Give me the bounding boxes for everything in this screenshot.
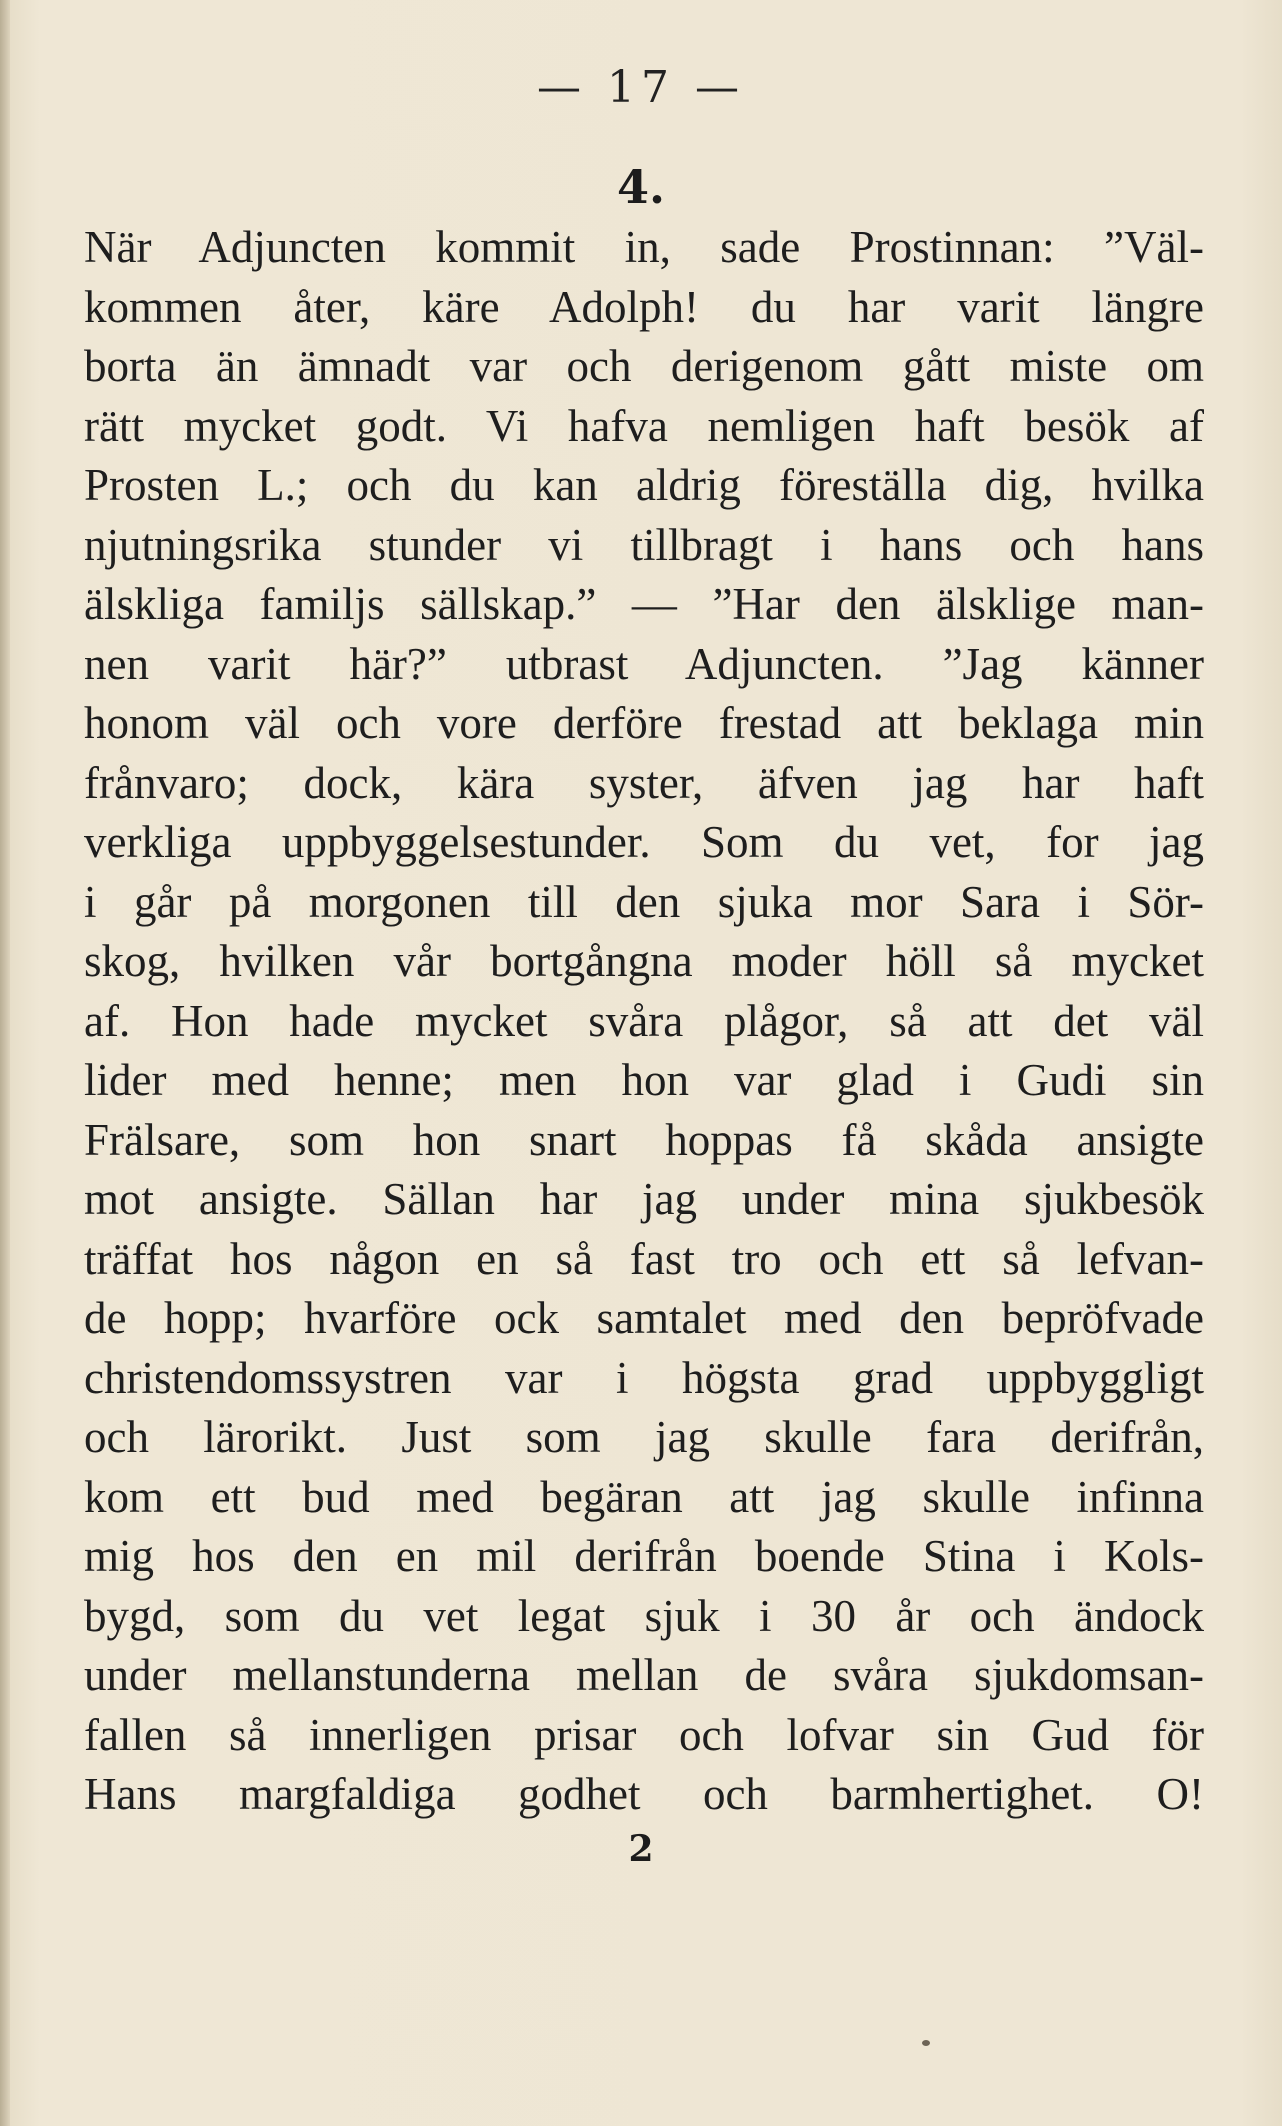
chapter-number: 4.: [616, 160, 666, 214]
page-number: — 17 —: [537, 62, 745, 113]
text-line: Frälsare, som hon snart hoppas få skåda ansigte: [84, 1114, 1204, 1165]
text-line: mig hos den en mil derifrån boende Stina i Kols-: [84, 1531, 1204, 1581]
text-line: Prosten L.; och du kan aldrig föreställa dig, hvilka: [84, 460, 1204, 510]
text-line: nen varit här?” utbrast Adjuncten. ”Jag känner: [84, 638, 1204, 689]
body-text: [84, 218, 1204, 1825]
text-line: fallen så innerligen prisar och lofvar sin Gud för: [84, 1709, 1204, 1760]
text-line: borta än ämnadt var och derigenom gått miste om: [84, 341, 1204, 391]
text-line: kom ett bud med begäran att jag skulle infinna: [84, 1471, 1204, 1522]
text-line: skog, hvilken vår bortgångna moder höll så mycket: [84, 936, 1204, 986]
text-line: frånvaro; dock, kära syster, äfven jag har haft: [84, 757, 1204, 808]
text-line: mot ansigte. Sällan har jag under mina sjukbesök: [84, 1174, 1204, 1224]
text-line: i går på morgonen till den sjuka mor Sara i Sör-: [84, 876, 1204, 927]
ink-speck: [922, 2040, 930, 2046]
text-line: under mellanstunderna mellan de svåra sjukdomsan-: [84, 1650, 1204, 1700]
text-line: rätt mycket godt. Vi hafva nemligen haft besök af: [84, 400, 1204, 451]
text-line: christendomssystren var i högsta grad uppbyggligt: [84, 1352, 1204, 1403]
text-line: älskliga familjs sällskap.” — ”Har den älsklige man-: [84, 579, 1204, 629]
page-spine-shadow: [0, 0, 10, 2126]
text-line: träffat hos någon en så fast tro och ett så lefvan-: [84, 1233, 1204, 1284]
text-line: kommen åter, käre Adolph! du har varit längre: [84, 281, 1204, 332]
text-line: Hans margfaldiga godhet och barmhertighet. O!: [84, 1769, 1204, 1819]
text-line: honom väl och vore derföre frestad att beklaga min: [84, 698, 1204, 748]
signature-mark: 2: [628, 1828, 654, 1870]
text-line: När Adjuncten kommit in, sade Prostinnan: ”Väl-: [84, 222, 1204, 272]
text-line: af. Hon hade mycket svåra plågor, så att det väl: [84, 995, 1204, 1046]
text-line: verkliga uppbyggelsestunder. Som du vet, for jag: [84, 817, 1204, 867]
text-line: lider med henne; men hon var glad i Gudi sin: [84, 1055, 1204, 1105]
text-line: de hopp; hvarföre ock samtalet med den bepröfvade: [84, 1293, 1204, 1343]
text-line: och lärorikt. Just som jag skulle fara derifrån,: [84, 1412, 1204, 1462]
text-line: bygd, som du vet legat sjuk i 30 år och ändock: [84, 1590, 1204, 1641]
text-line: njutningsrika stunder vi tillbragt i hans och hans: [84, 519, 1204, 570]
